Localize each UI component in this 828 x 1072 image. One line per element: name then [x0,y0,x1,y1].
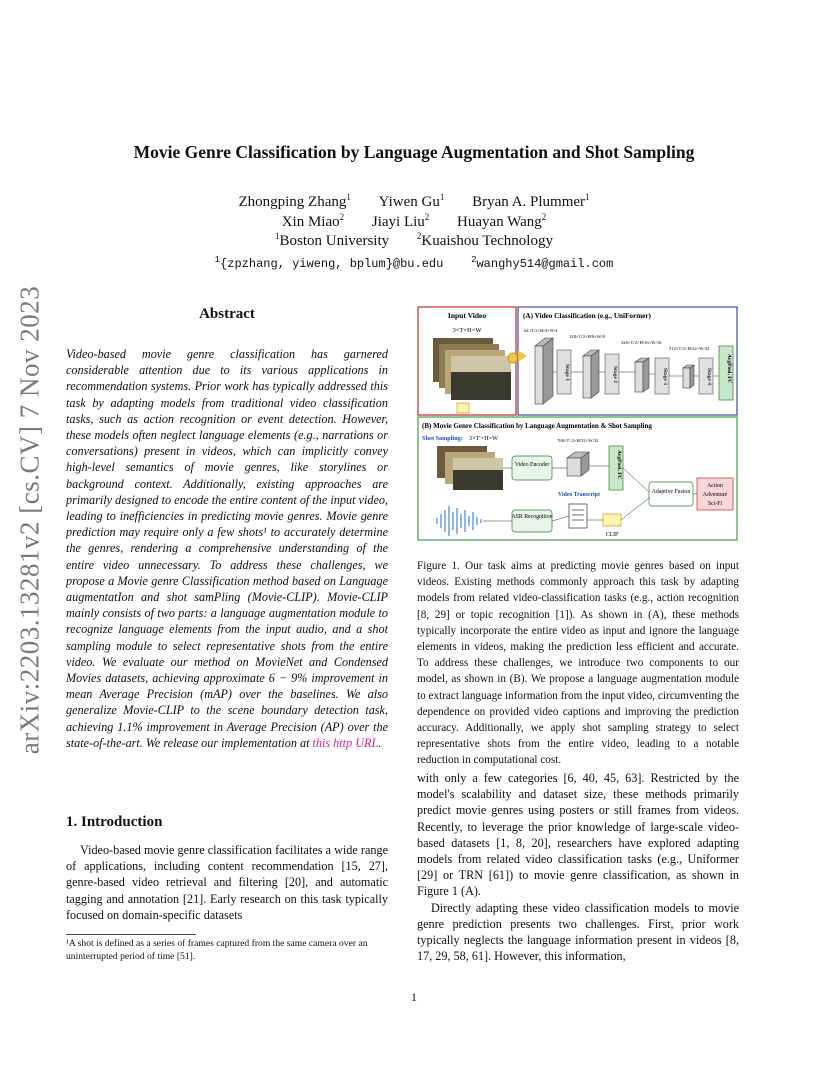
email: $^1${zpzhang, yiweng, bplum}@bu.edu [214,255,444,271]
avgpool-fc-label-b: AvgPool, FC [616,450,622,480]
section-heading-introduction: 1. Introduction [66,814,163,830]
stage-3-label: Stage 3 [662,368,668,385]
figure-1 [417,306,739,542]
implementation-link[interactable]: this http URL [312,735,379,750]
video-frames-stack [433,338,518,400]
abstract-heading: Abstract [199,306,255,322]
asr-label: ASR Recognition [511,514,553,520]
clip-box [603,514,621,526]
author-name: Yiwen Gu$^1$ [378,192,445,210]
video-encoder-box [512,456,552,480]
input-video-label: Input Video [447,311,487,320]
email: $^2$wanghy514@gmail.com [471,255,614,271]
author-name: Xin Miao$^2$ [281,212,345,230]
sampled-shots-stack [437,446,503,490]
panel-a-dim-3: 320×T/2×H/16×W/16 [621,340,662,345]
adaptive-fusion-label: Adaptive Fusion [651,489,691,495]
paper-title: Movie Genre Classification by Language Augmentation and Shot Sampling [133,142,695,162]
right-paragraph-1: with only a few categories [6, 40, 45, 63]. Restricted by the model's scalability and dataset size, these methods primarily predict movie genres using posters or still frames from videos. Recently, to leverage the prior knowledge of large-scale video-based datasets [1, 8, 20], researchers have explored adapting models from related video classification tasks (e.g., Uniformer [29] or TRN [61]) to movie genre classification, as shown in Figure 1 (A). [417,771,739,899]
panel-a-title: (A) Video Classification (e.g., UniFormer) [523,312,651,320]
input-dims-label: 3×T×H×W [452,327,482,334]
right-column-text [417,770,739,964]
shot-sampling-dims: 3×T′×H×W [469,435,499,442]
video-transcript-label: Video Transcript [558,492,600,498]
right-paragraph-2: Directly adapting these video classification models to movie genre prediction presents two challenges. First, prior work typically neglects the language information present in videos [8, 17, 29, 58, 61]. However, this information, [417,900,739,964]
author-name: Bryan A. Plummer$^1$ [472,192,590,210]
genre-label: Sci-Fi [707,501,723,507]
author-name: Huayan Wang$^2$ [457,212,547,230]
figure-1-diagram [417,306,739,542]
document-icon [569,504,587,528]
clip-label: CLIP [605,532,619,538]
footnote: ¹A shot is defined as a series of frames captured from the same camera over an uninterrupted period of time [51]. [66,938,368,962]
encoder-dims-label: 768×T′/2×H/32×W/32 [557,438,599,443]
author-name: Jiayi Liu$^2$ [371,212,430,230]
panel-a-dim-2: 128×T/2×H/8×W/8 [569,334,605,339]
page-number: 1 [411,990,417,1004]
video-encoder-label: Video Encoder [514,462,550,468]
affiliation: $^1$Boston University [275,231,390,249]
affiliations [60,233,768,250]
author-name: Zhongping Zhang$^1$ [238,192,351,210]
arxiv-id: arXiv:2203.13281v2 [cs.CV] 7 Nov 2023 [14,285,45,755]
stage-4-label: Stage 4 [706,368,712,385]
introduction-text: Video-based movie genre classification facilitates a wide range of applications, including content recommendation [15, 27], genre-based video retrieval and filtering [20], and automatic tagging and annotation [21]. Early research on this task typically focused on domain-specific datasets [66,843,388,922]
encoder-cube [567,452,589,476]
footnote-divider [66,934,196,935]
panel-a-dim-1: 64×T/2×H/4×W/4 [524,328,558,333]
emails [60,255,768,272]
stage-1-label: Stage 1 [564,364,570,381]
genre-label: Action [707,483,723,489]
panel-b-title: (B) Movie Genre Classification by Language Augmentation & Shot Sampling [422,422,652,430]
panel-a-dim-4: 512×T/2×H/32×W/32 [669,346,710,351]
shot-sampling-label: Shot Sampling: [422,435,463,442]
figure-1-caption: Figure 1. Our task aims at predicting movie genres based on input videos. Existing methods commonly approach this task by adapting models from related video-classification tasks (e.g., action recognition [8, 29] or topic recognition [1]). As shown in (A), these methods typically incorporate the entire video as input and ignore the language elements in videos, making the prediction less efficient and accurate. To address these challenges, we introduce two components to our model, as shown in (B). We propose a language augmentation module to extract language information from the input video, circumventing the dependence on provided video captions and improving the prediction accuracy. Additionally, we apply shot sampling strategy to select representative shots from the entire video, leading to a notable reduction in computational cost. [417,560,739,767]
author-row-2 [60,214,768,231]
author-row-1 [60,194,768,211]
avgpool-fc-label-a: AvgPool, FC [726,354,732,384]
affiliation: $^2$Kuaishou Technology [416,231,553,249]
genre-label: Adventure [702,492,728,498]
panel-a-arrow [518,350,527,362]
arxiv-stamp [0,280,60,760]
abstract-text: Video-based movie genre classification has garnered considerable attention due to its various applications in recommendation systems. Prior work has typically addressed this task by adapting models from traditional video classification tasks, such as action recognition or event detection. However, these models often neglect language elements (e.g., narrations or conversations) present in videos, which can implicitly convey high-level semantics of movie genres, like storylines or background context. Additionally, existing approaches are primarily designed to encode the entire content of the input video, leading to inefficiencies in predicting movie genres. Movie genre prediction may require only a few shots¹ to accurately determine the genres, rendering a comprehensive understanding of the entire video unnecessary. To address these challenges, we propose a Movie genre Classification method based on Language augmentatIon and shot samPling (Movie-CLIP). Movie-CLIP mainly consists of two parts: a language augmentation module to recognize language elements from the input audio, and a shot sampling module to select representative shots from the entire video. We evaluate our method on MovieNet and Condensed Movies datasets, achieving approximate 6 − 9% improvement in mean Average Precision (mAP) over the baselines. We also generalize Movie-CLIP to the scene boundary detection task, achieving 1.1% improvement in Average Precision (AP) over the state-of-the-art. We release our implementation at this http URL. [66,347,388,750]
stage-2-label: Stage 2 [612,366,618,383]
audio-waveform [437,506,481,536]
